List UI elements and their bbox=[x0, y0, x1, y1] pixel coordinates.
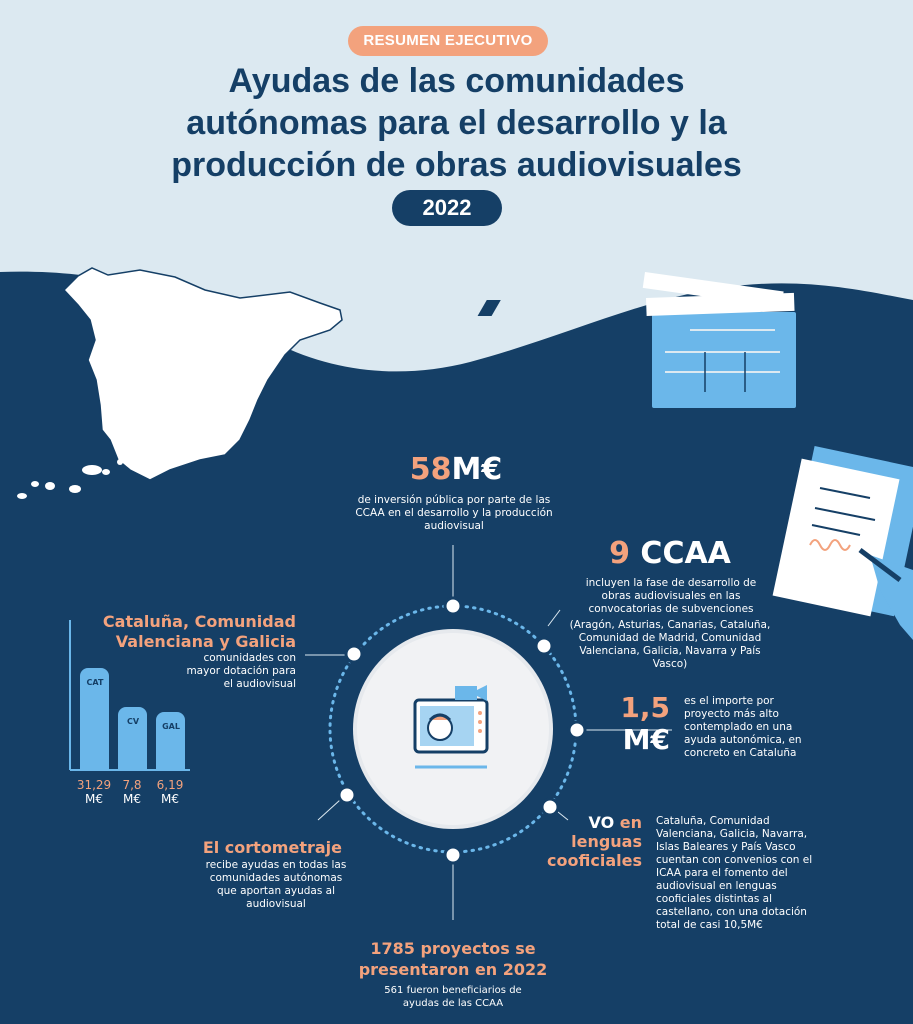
title-line-1: Ayudas de las comunidades bbox=[228, 62, 685, 100]
projects-heading-line2: presentaron en 2022 bbox=[358, 960, 548, 979]
investment-description: de inversión pública por parte de las CCAA en el desarrollo y la producción audiovisual bbox=[355, 494, 553, 532]
top-communities-heading bbox=[100, 612, 296, 652]
chart-bar-gal bbox=[156, 712, 185, 770]
projects-heading bbox=[340, 938, 566, 980]
max-project-value-line1: 1,5 bbox=[620, 691, 670, 724]
ccaa-value-unit: CCAA bbox=[640, 536, 731, 571]
vo-heading-vo: VO bbox=[588, 813, 615, 832]
vo-heading bbox=[540, 813, 642, 870]
investment-value-unit: M€ bbox=[451, 452, 503, 487]
year-badge: 2022 bbox=[392, 190, 502, 226]
chart-bar-label: GAL bbox=[162, 722, 180, 732]
max-project-value-line2: M€ bbox=[622, 723, 670, 756]
chart-bar-label: CV bbox=[126, 717, 140, 727]
chart-value-label: 31,29 M€ bbox=[76, 778, 112, 806]
investment-value bbox=[356, 452, 556, 487]
projects-heading-line1: 1785 proyectos se bbox=[370, 939, 536, 958]
investment-value-number: 58 bbox=[409, 452, 452, 487]
top-communities-heading-line1: Cataluña, Comunidad bbox=[102, 612, 296, 631]
chart-value-label: 7,8 M€ bbox=[122, 778, 142, 806]
max-project-description: es el importe por proyecto más alto contemplado en una ayuda autonómica, en concreto en Cataluña bbox=[684, 695, 802, 759]
chart-bar-label: CAT bbox=[86, 678, 104, 687]
projects-description: 561 fueron beneficiarios de ayudas de las CCAA bbox=[384, 985, 522, 1009]
ccaa-description: incluyen la fase de desarrollo de obras audiovisuales en las convocatorias de subvenciones bbox=[585, 577, 757, 615]
chart-value-label: 6,19 M€ bbox=[156, 778, 184, 806]
short-film-heading: El cortometraje bbox=[202, 838, 342, 857]
max-project-value bbox=[600, 692, 670, 756]
vo-heading-line1 bbox=[540, 813, 642, 832]
vo-heading-line2: lenguas bbox=[571, 832, 642, 851]
vo-description: Cataluña, Comunidad Valenciana, Galicia, Navarra, Islas Baleares y País Vasco cuentan con convenios con el ICAA para el fomento del audiovisual en lenguas cooficiales distintas al castellano, con una dotación total de casi 10,5M€ bbox=[656, 815, 813, 931]
vo-heading-line3: cooficiales bbox=[547, 851, 642, 870]
vo-heading-en: en bbox=[614, 813, 642, 832]
title-line-3: producción de obras audiovisuales bbox=[171, 146, 742, 184]
ccaa-list: (Aragón, Asturias, Canarias, Cataluña, Comunidad de Madrid, Comunidad Valenciana, Galicia, Navarra y País Vasco) bbox=[569, 619, 771, 670]
short-film-description: recibe ayudas en todas las comunidades autónomas que aportan ayudas al audiovisual bbox=[205, 859, 347, 910]
page-title bbox=[100, 60, 813, 186]
ccaa-value-number: 9 bbox=[609, 536, 630, 571]
top-communities-description: comunidades con mayor dotación para el audiovisual bbox=[186, 652, 296, 690]
top-communities-heading-line2: Valenciana y Galicia bbox=[115, 632, 296, 651]
section-badge: RESUMEN EJECUTIVO bbox=[348, 26, 548, 56]
title-line-2: autónomas para el desarrollo y la bbox=[186, 104, 727, 142]
ccaa-value bbox=[560, 536, 780, 571]
